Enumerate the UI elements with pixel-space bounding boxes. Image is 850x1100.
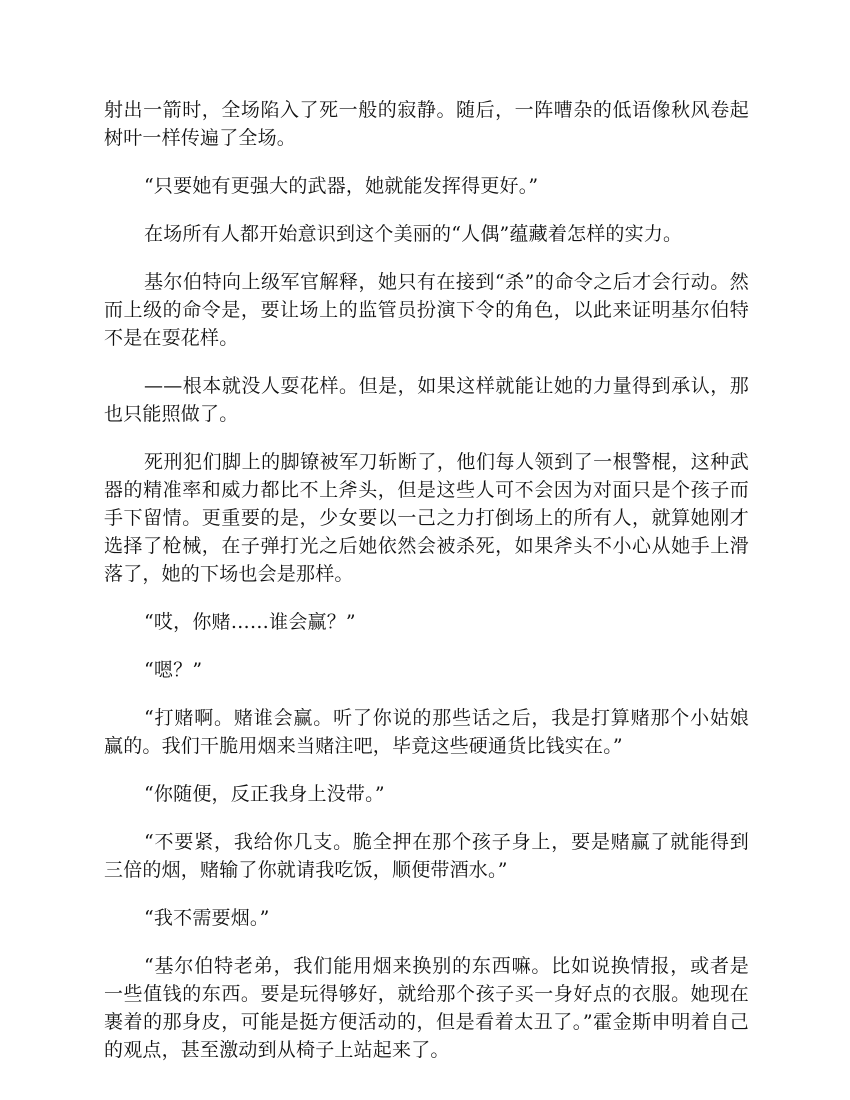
paragraph-1: 射出一箭时，全场陷入了死一般的寂静。随后，一阵嘈杂的低语像秋风卷起树叶一样传遍了全场。: [104, 99, 749, 149]
paragraph-8: “嗯？”: [144, 659, 203, 681]
paragraph-11: “不要紧，我给你几支。脆全押在那个孩子身上，要是赌赢了就能得到三倍的烟，赌输了你就请我吃饭，顺便带酒水。”: [104, 831, 749, 881]
paragraph-2: “只要她有更强大的武器，她就能发挥得更好。”: [144, 175, 539, 197]
paragraph-9: “打赌啊。赌谁会赢。听了你说的那些话之后，我是打算赌那个小姑娘赢的。我们干脆用烟来当赌注吧，毕竟这些硬通货比钱实在。”: [104, 707, 749, 757]
paragraph-12: “我不需要烟。”: [144, 907, 270, 929]
document-page: [104, 96, 749, 1084]
paragraph-5: ——根本就没人耍花样。但是，如果这样就能让她的力量得到承认，那也只能照做了。: [104, 375, 749, 425]
paragraph-4: 基尔伯特向上级军官解释，她只有在接到“杀”的命令之后才会行动。然而上级的命令是，要让场上的监管员扮演下令的角色，以此来证明基尔伯特不是在耍花样。: [104, 271, 749, 349]
paragraph-6: 死刑犯们脚上的脚镣被军刀斩断了，他们每人领到了一根警棍，这种武器的精准率和威力都比不上斧头，但是这些人可不会因为对面只是个孩子而手下留情。更重要的是，少女要以一己之力打倒场上的所有人，就算她刚才选择了枪械，在子弹打光之后她依然会被杀死，如果斧头不小心从她手上滑落了，她的下场也会是那样。: [104, 451, 749, 585]
paragraph-7: “哎，你赌……谁会赢？”: [144, 611, 356, 633]
paragraph-10: “你随便，反正我身上没带。”: [144, 783, 385, 805]
paragraph-13: “基尔伯特老弟，我们能用烟来换别的东西嘛。比如说换情报，或者是一些值钱的东西。要是玩得够好，就给那个孩子买一身好点的衣服。她现在裹着的那身皮，可能是挺方便活动的，但是看着太丑了。”霍金斯申明着自己的观点，甚至激动到从椅子上站起来了。: [104, 955, 749, 1061]
paragraph-3: 在场所有人都开始意识到这个美丽的“人偶”蕴藏着怎样的实力。: [144, 223, 683, 245]
